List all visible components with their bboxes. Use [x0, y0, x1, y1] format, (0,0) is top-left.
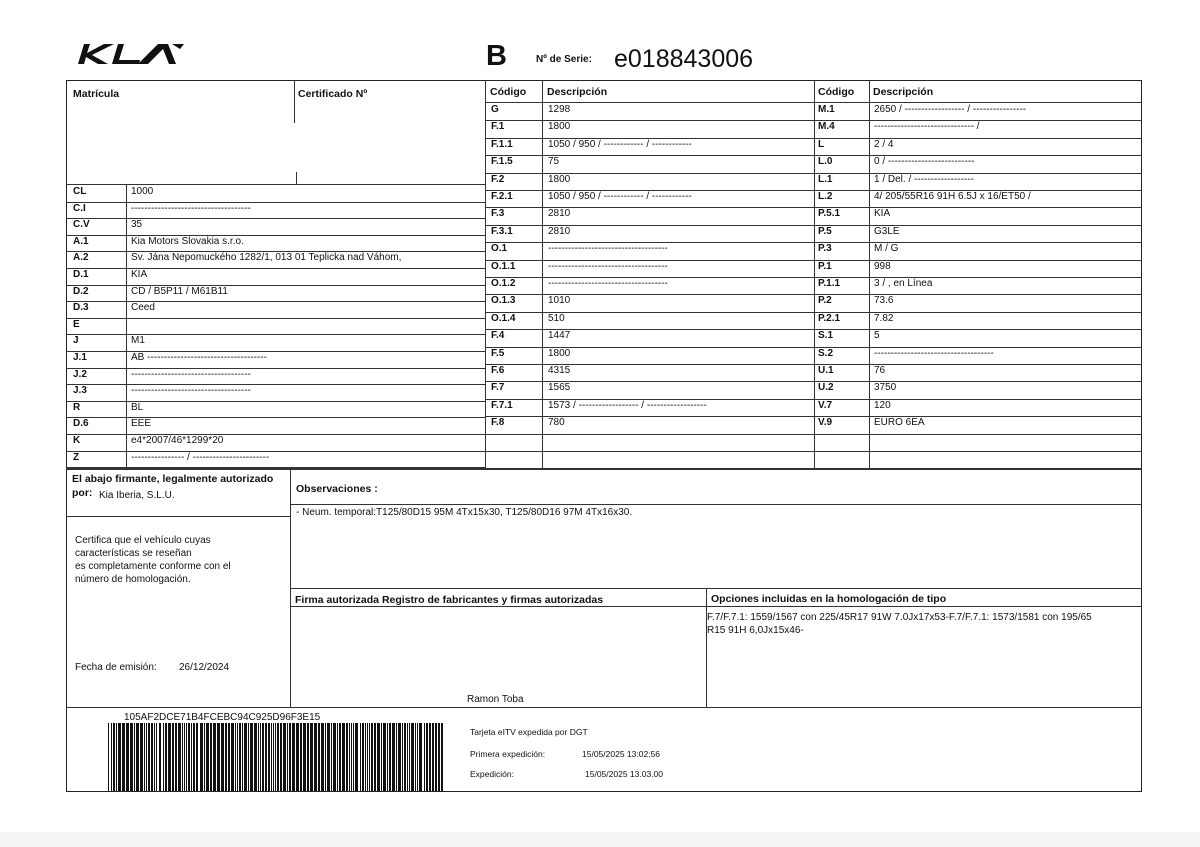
- right-row-code: P.1: [818, 260, 832, 272]
- serial-label: Nº de Serie:: [536, 54, 592, 65]
- primera-expedicion-value: 15/05/2025 13:02:56: [582, 749, 660, 759]
- certifica-line-4: número de homologación.: [75, 574, 191, 585]
- left-row-value: BL: [131, 401, 144, 413]
- left-row-code: D.3: [73, 302, 89, 314]
- right-row-code: P.5: [818, 225, 832, 237]
- left-row-code: R: [73, 401, 81, 413]
- right-row-value: 2650 / ------------------ / ----------------: [874, 104, 1027, 115]
- mid-row-value: 1800: [548, 173, 571, 185]
- category-letter: B: [486, 40, 507, 72]
- right-row-value: 3 / , en Línea: [874, 278, 933, 289]
- left-row-code: J.3: [73, 385, 87, 397]
- mid-code-header: Código: [490, 86, 527, 98]
- mid-row-value: 1298: [548, 104, 571, 115]
- expedicion-label: Expedición:: [470, 769, 514, 779]
- right-row-code: L.0: [818, 156, 833, 168]
- mid-row-code: F.7.1: [491, 399, 513, 411]
- right-row-code: U.2: [818, 382, 834, 394]
- right-row-value: 0 / --------------------------: [874, 156, 975, 168]
- right-desc-header: Descripción: [873, 86, 934, 98]
- right-row-value: 998: [874, 260, 891, 272]
- right-row-code: S.1: [818, 330, 834, 342]
- mid-row-value: 1573 / ------------------ / ------------------: [548, 399, 707, 411]
- mid-row-value: 1010: [548, 295, 571, 307]
- certifica-line-3: es completamente conforme con el: [75, 561, 231, 572]
- left-row-value: ------------------------------------: [131, 202, 251, 214]
- mid-row-value: 4315: [548, 365, 571, 376]
- mid-row-value: 75: [548, 156, 560, 168]
- mid-row-value: 510: [548, 312, 565, 324]
- right-row-value: 76: [874, 365, 886, 376]
- mid-row-value: 1050 / 950 / ------------ / ------------: [548, 138, 692, 150]
- outer-frame: [66, 80, 1142, 792]
- mid-row-code: F.6: [491, 365, 505, 376]
- right-row-value: 1 / Del. / ------------------: [874, 173, 974, 185]
- mid-row-code: O.1.4: [491, 312, 516, 324]
- mid-row-code: O.1.2: [491, 278, 516, 289]
- fecha-emision-label: Fecha de emisión:: [75, 662, 157, 673]
- left-row-value: KIA: [131, 269, 148, 280]
- left-row-value: CD / B5P11 / M61B11: [131, 285, 228, 297]
- right-row-value: ------------------------------------: [874, 347, 994, 359]
- mid-row-value: 1447: [548, 330, 571, 342]
- mid-row-code: F.5: [491, 347, 505, 359]
- certificado-label: Certificado Nº: [298, 88, 368, 100]
- opciones-line-1: F.7/F.7.1: 1559/1567 con 225/45R17 91W 7.0Jx17x53-F.7/F.7.1: 1573/1581 con 195/65: [707, 612, 1092, 623]
- firma-label: Firma autorizada Registro de fabricantes y firmas autorizadas: [295, 594, 604, 606]
- mid-row-code: O.1.1: [491, 260, 516, 272]
- mid-row-code: F.8: [491, 417, 505, 429]
- right-row-code: P.3: [818, 243, 832, 255]
- mid-row-code: O.1: [491, 243, 508, 255]
- certifica-line-1: Certifica que el vehículo cuyas: [75, 535, 211, 546]
- mid-row-code: F.1.1: [491, 138, 513, 150]
- opciones-label: Opciones incluidas en la homologación de tipo: [711, 593, 947, 605]
- mid-row-code: F.1: [491, 121, 505, 133]
- left-row-code: E: [73, 318, 80, 330]
- right-row-code: M.1: [818, 104, 835, 115]
- mid-row-code: F.4: [491, 330, 505, 342]
- right-row-value: M / G: [874, 243, 899, 255]
- mid-row-code: F.3.1: [491, 225, 513, 237]
- left-row-value: M1: [131, 335, 145, 347]
- mid-row-value: ------------------------------------: [548, 278, 668, 289]
- right-row-code: V.7: [818, 399, 833, 411]
- mid-row-value: 2810: [548, 225, 571, 237]
- mid-row-value: 1800: [548, 347, 571, 359]
- mid-row-value: 1565: [548, 382, 571, 394]
- right-row-code: S.2: [818, 347, 834, 359]
- fecha-emision-value: 26/12/2024: [179, 662, 230, 673]
- left-row-code: J: [73, 335, 79, 347]
- mid-row-code: F.1.5: [491, 156, 513, 168]
- mid-row-value: 1800: [548, 121, 571, 133]
- right-row-code: M.4: [818, 121, 835, 133]
- right-row-code: L.1: [818, 173, 833, 185]
- left-row-value: Sv. Jána Nepomuckého 1282/1, 013 01 Teplicka nad Váhom,: [131, 252, 402, 264]
- right-row-value: 3750: [874, 382, 897, 394]
- left-row-code: J.1: [73, 352, 87, 363]
- firma-name: Ramon Toba: [467, 694, 524, 705]
- left-row-code: Z: [73, 451, 80, 463]
- primera-expedicion-label: Primera expedición:: [470, 749, 546, 759]
- right-row-value: 4/ 205/55R16 91H 6.5J x 16/ET50 /: [874, 191, 1031, 202]
- barcode-icon: [108, 723, 446, 791]
- left-row-code: J.2: [73, 368, 87, 380]
- left-row-code: D.2: [73, 285, 89, 297]
- mid-row-code: G: [491, 104, 499, 115]
- serial-number: e018843006: [614, 45, 754, 73]
- right-row-value: EURO 6EA: [874, 417, 925, 429]
- mid-row-code: O.1.3: [491, 295, 516, 307]
- document-hash: 105AF2DCE71B4FCEBC94C925D96F3E15: [124, 712, 321, 723]
- right-row-code: L: [818, 138, 825, 150]
- right-row-value: KIA: [874, 208, 891, 220]
- left-row-value: 1000: [131, 186, 154, 197]
- kia-logo-icon: [76, 40, 188, 68]
- right-row-code: V.9: [818, 417, 833, 429]
- right-row-value: 73.6: [874, 295, 894, 307]
- mid-row-value: 1050 / 950 / ------------ / ------------: [548, 191, 692, 202]
- certifica-line-2: características se reseñan: [75, 548, 192, 559]
- mid-row-value: 780: [548, 417, 565, 429]
- left-row-code: A.1: [73, 235, 89, 247]
- left-row-code: C.I: [73, 202, 86, 214]
- observaciones-label: Observaciones :: [296, 483, 378, 495]
- right-row-value: 5: [874, 330, 880, 342]
- left-row-value: EEE: [131, 418, 152, 430]
- signer-company: Kia Iberia, S.L.U.: [99, 490, 175, 501]
- mid-row-code: F.2.1: [491, 191, 513, 202]
- left-row-value: ---------------- / -----------------------: [131, 451, 270, 463]
- right-row-value: 2 / 4: [874, 138, 894, 150]
- issued-by: Tarjeta eITV expedida por DGT: [470, 727, 588, 737]
- mid-row-code: F.2: [491, 173, 505, 185]
- mid-desc-header: Descripción: [547, 86, 608, 98]
- left-row-code: D.1: [73, 269, 89, 280]
- right-row-value: G3LE: [874, 225, 900, 237]
- mid-row-code: F.7: [491, 382, 505, 394]
- left-row-value: Kia Motors Slovakia s.r.o.: [131, 235, 244, 247]
- left-row-code: A.2: [73, 252, 89, 264]
- right-row-value: 120: [874, 399, 891, 411]
- mid-row-value: ------------------------------------: [548, 243, 668, 255]
- mid-row-code: F.3: [491, 208, 505, 220]
- right-row-code: L.2: [818, 191, 833, 202]
- left-row-code: C.V: [73, 219, 90, 231]
- right-row-code: P.5.1: [818, 208, 841, 220]
- left-row-value: AB ------------------------------------: [131, 352, 268, 363]
- right-row-code: P.2.1: [818, 312, 841, 324]
- right-row-code: U.1: [818, 365, 834, 376]
- matricula-label: Matrícula: [73, 88, 120, 100]
- right-code-header: Código: [818, 86, 855, 98]
- left-row-value: Ceed: [131, 302, 155, 314]
- left-row-value: 35: [131, 219, 143, 231]
- observaciones-text: - Neum. temporal:T125/80D15 95M 4Tx15x30, T125/80D16 97M 4Tx16x30.: [296, 507, 633, 518]
- left-row-value: e4*2007/46*1299*20: [131, 435, 224, 446]
- mid-row-value: 2810: [548, 208, 571, 220]
- right-row-value: ------------------------------ /: [874, 121, 980, 133]
- right-row-code: P.1.1: [818, 278, 841, 289]
- left-row-value: ------------------------------------: [131, 368, 251, 380]
- left-row-code: K: [73, 435, 81, 446]
- left-row-code: D.6: [73, 418, 89, 430]
- left-row-value: ------------------------------------: [131, 385, 251, 397]
- opciones-line-2: R15 91H 6,0Jx15x46-: [707, 625, 804, 636]
- signer-label: El abajo firmante, legalmente autorizado: [72, 473, 274, 485]
- signer-por-label: por:: [72, 487, 93, 499]
- right-row-code: P.2: [818, 295, 832, 307]
- right-row-value: 7.82: [874, 312, 894, 324]
- expedicion-value: 15/05/2025 13.03.00: [585, 769, 663, 779]
- left-row-code: CL: [73, 186, 87, 197]
- mid-row-value: ------------------------------------: [548, 260, 668, 272]
